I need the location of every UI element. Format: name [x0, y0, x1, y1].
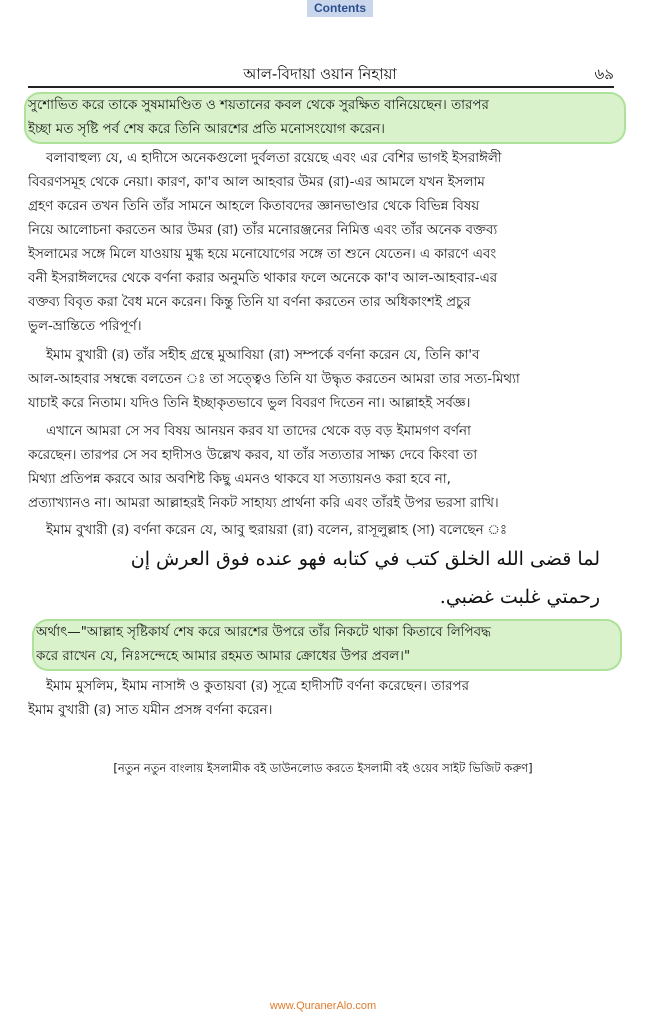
- arabic-line-2: رحمتي غلبت غضبي.: [439, 586, 600, 608]
- header-rule: [28, 86, 614, 88]
- text-line: বক্তব্য বিবৃত করা বৈধ মনে করেন। কিন্তু তিনি যা বর্ণনা করতেন তার অধিকাংশই প্রচুর: [28, 295, 471, 310]
- text-line: ইমাম বুখারী (র) তাঁর সহীহ গ্রন্থে মুআবিয়া (রা) সম্পর্কে বর্ণনা করেন যে, তিনি কা'ব: [46, 348, 480, 363]
- text-line: সুশোভিত করে তাকে সুষমামণ্ডিত ও শয়তানের কবল থেকে সুরক্ষিত বানিয়েছেন। তারপর: [28, 98, 489, 113]
- text-line: এখানে আমরা সে সব বিষয় আনয়ন করব যা তাদের থেকে বড় বড় ইমামগণ বর্ণনা: [46, 424, 471, 439]
- text-line: ইমাম মুসলিম, ইমাম নাসাঈ ও কুতায়বা (র) সূত্রে হাদীসটি বর্ণনা করেছেন। তারপর: [46, 679, 469, 694]
- text-line: ইমাম বুখারী (র) বর্ণনা করেন যে, আবু হুরায়রা (রা) বলেন, রাসূলুল্লাহ (সা) বলেছেন ঃ: [46, 523, 508, 538]
- hadith-intro: [28, 519, 618, 543]
- text-line: করেছেন। তারপর সে সব হাদীসও উল্লেখ করব, যা তাঁর সত্যতার সাক্ষ্য দেবে কিংবা তা: [28, 448, 478, 463]
- paragraph-bukhari: [28, 344, 618, 416]
- translation: [34, 621, 620, 669]
- text-line: ভুল-ভ্রান্তিতে পরিপূর্ণ।: [28, 319, 142, 334]
- text-line: গ্রহণ করেন তখন তিনি তাঁর সামনে আহলে কিতাবদের জ্ঞানভাণ্ডার থেকে বিভিন্ন বিষয়: [28, 199, 480, 214]
- text-line: বলাবাহুল্য যে, এ হাদীসে অনেকগুলো দুর্বলতা রয়েছে এবং এর বেশির ভাগই ইসরাঈলী: [46, 151, 502, 166]
- paragraph-intro: [26, 94, 624, 142]
- text-line: ইসলামের সঙ্গে মিলে যাওয়ায় মুগ্ধ হয়ে মনোযোগের সঙ্গে তা শুনে যেতেন। এ কারণে এবং: [28, 247, 497, 262]
- site-url[interactable]: www.QuranerAlo.com: [269, 1000, 377, 1012]
- download-note: [নতুন নতুন বাংলায় ইসলামীক বই ডাউনলোড করতে ইসলামী বই ওয়েব সাইট ভিজিট করুণ]: [113, 761, 533, 775]
- text-line: ইমাম বুখারী (র) সাত যমীন প্রসঙ্গ বর্ণনা করেন।: [28, 703, 273, 718]
- paragraph-here: [28, 420, 618, 516]
- text-line: বিবরণসমূহ থেকে নেয়া। কারণ, কা'ব আল আহবার উমর (রা)-এর আমলে যখন ইসলাম: [28, 175, 485, 190]
- text-line: যাচাই করে নিতাম। যদিও তিনি ইচ্ছাকৃতভাবে ভুল বিবরণ দিতেন না। আল্লাহই সর্বজ্ঞ।: [28, 396, 471, 411]
- paragraph-kaab: [28, 147, 618, 339]
- page-number: ৬৯: [594, 65, 614, 83]
- arabic-line-1: لما قضى الله الخلق كتب في كتابه فهو عنده فوق العرش إن: [130, 548, 600, 570]
- running-header-title: আল-বিদায়া ওয়ান নিহায়া: [243, 65, 397, 83]
- text-line: করে রাখেন যে, নিঃসন্দেহে আমার রহমত আমার ক্রোধের উপর প্রবল।": [36, 649, 411, 664]
- text-line: আল-আহবার সম্বন্ধে বলতেন ঃ তা সত্ত্বেও তিনি যা উদ্ধৃত করতেন আমরা তার সত্য-মিথ্যা: [28, 372, 520, 387]
- text-line: মিথ্যা প্রতিপন্ন করবে আর অবশিষ্ট কিছু এমনও থাকবে যা সত্যায়নও করা হবে না,: [28, 472, 451, 487]
- text-line: বনী ইসরাঈলদের থেকে বর্ণনা করার অনুমতি থাকার ফলে অনেকে কা'ব আল-আহবার-এর: [28, 271, 498, 286]
- text-line: প্রত্যাখ্যানও না। আমরা আল্লাহরই নিকট সাহায্য প্রার্থনা করি এবং তাঁরই উপর ভরসা রাখি।: [28, 496, 499, 511]
- text-line: অর্থাৎ—"আল্লাহ সৃষ্টিকার্য শেষ করে আরশের উপরে তাঁর নিকটে থাকা কিতাবে লিপিবদ্ধ: [36, 625, 491, 640]
- text-line: ইচ্ছা মত সৃষ্টি পর্ব শেষ করে তিনি আরশের প্রতি মনোসংযোগ করেন।: [28, 122, 385, 137]
- paragraph-muslim: [28, 675, 618, 723]
- contents-link[interactable]: Contents: [307, 0, 373, 17]
- text-line: নিয়ে আলোচনা করতেন আর উমর (রা) তাঁর মনোরঞ্জনের নিমিত্ত এবং তাঁর অনেক বক্তব্য: [28, 223, 498, 238]
